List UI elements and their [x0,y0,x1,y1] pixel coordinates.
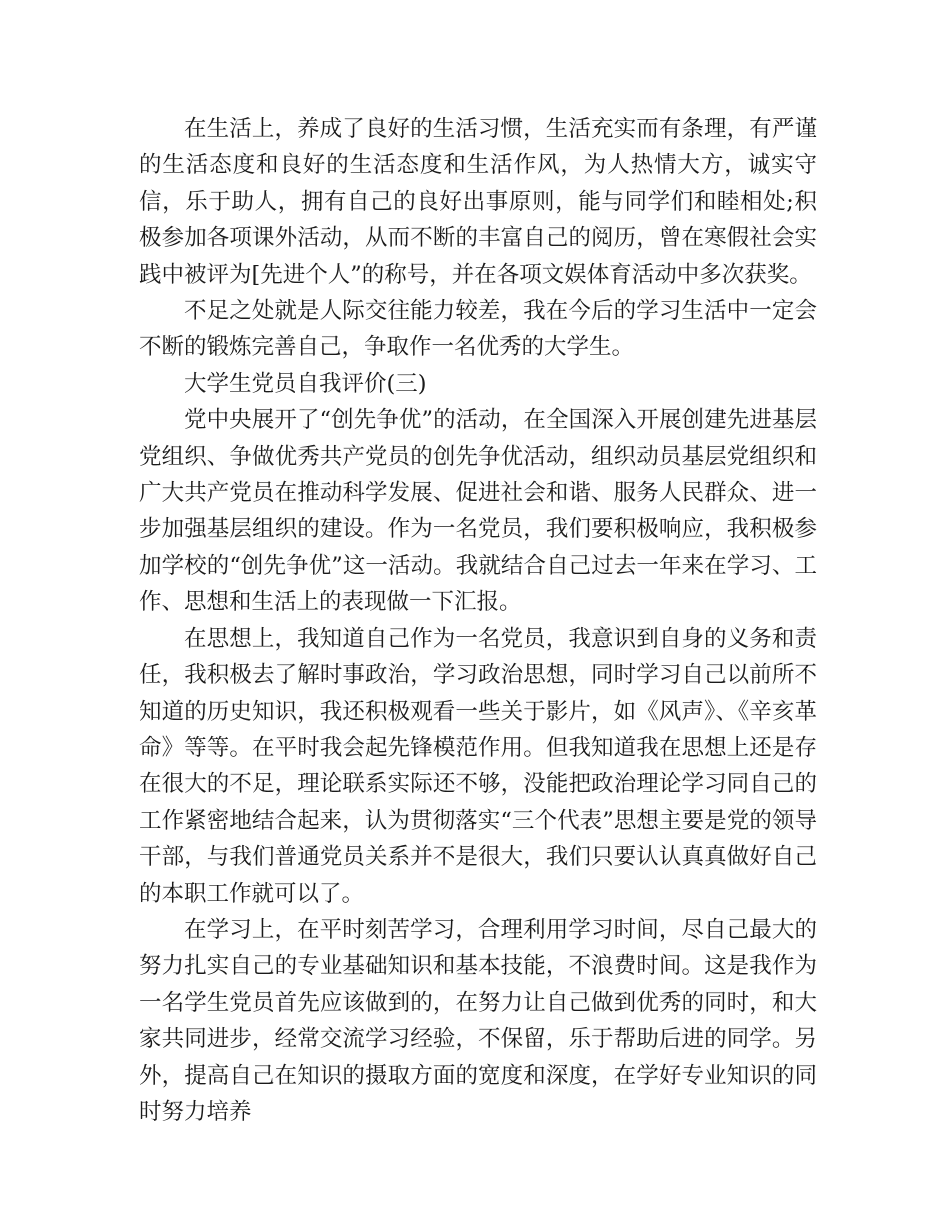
paragraph-study: 在学习上，在平时刻苦学习，合理利用学习时间，尽自己最大的努力扎实自己的专业基础知识和基本技能，不浪费时间。这是我作为一名学生党员首先应该做到的，在努力让自己做到优秀的同时，和大家共同进步，经常交流学习经验，不保留，乐于帮助后进的同学。另外，提高自己在知识的摄取方面的宽度和深度，在学好专业知识的同时努力培养 [139,916,817,1125]
section-heading: 大学生党员自我评价(三) [184,370,427,397]
paragraph-life: 在生活上，养成了良好的生活习惯，生活充实而有条理，有严谨的生活态度和良好的生活态度和生活作风，为人热情大方，诚实守信，乐于助人，拥有自己的良好出事原则，能与同学们和睦相处;积极参加各项课外活动，从而不断的丰富自己的阅历，曾在寒假社会实践中被评为[先进个人”的称号，并在各项文娱体育活动中多次获奖。 [139,116,817,288]
paragraph-shortcomings: 不足之处就是人际交往能力较差，我在今后的学习生活中一定会不断的锻炼完善自己，争取作一名优秀的大学生。 [139,298,817,361]
paragraph-campaign: 党中央展开了“创先争优”的活动，在全国深入开展创建先进基层党组织、争做优秀共产党员的创先争优活动，组织动员基层党组织和广大共产党员在推动科学发展、促进社会和谐、服务人民群众、进一步加强基层组织的建设。作为一名党员，我们要积极响应，我积极参加学校的“创先争优”这一活动。我就结合自己过去一年来在学习、工作、思想和生活上的表现做一下汇报。 [139,407,817,616]
document-body [139,111,817,1130]
paragraph-thought: 在思想上，我知道自己作为一名党员，我意识到自身的义务和责任，我积极去了解时事政治，学习政治思想，同时学习自己以前所不知道的历史知识，我还积极观看一些关于影片，如《风声》、《辛亥革命》等等。在平时我会起先锋模范作用。但我知道我在思想上还是存在很大的不足，理论联系实际还不够，没能把政治理论学习同自己的工作紧密地结合起来，认为贯彻落实“三个代表”思想主要是党的领导干部，与我们普通党员关系并不是很大，我们只要认认真真做好自己的本职工作就可以了。 [139,625,817,907]
